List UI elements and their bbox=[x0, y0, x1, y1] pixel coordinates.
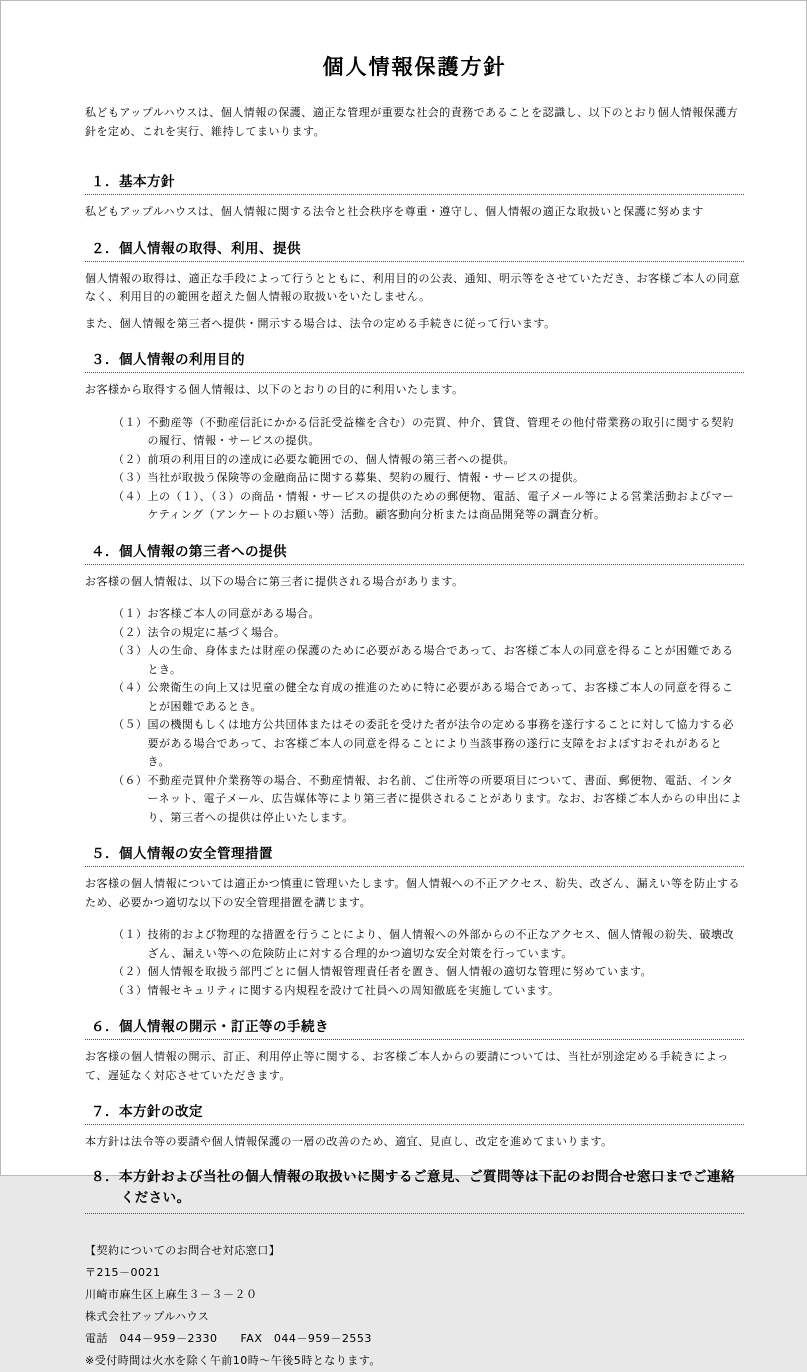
contact-company-name: 株式会社アップルハウス bbox=[85, 1309, 210, 1323]
list-item bbox=[113, 772, 744, 828]
item-number: （３） bbox=[113, 644, 148, 657]
item-number: （１） bbox=[113, 415, 148, 429]
contact-title: 【契約についてのお問合せ対応窓口】 bbox=[85, 1243, 281, 1257]
item-number: （４） bbox=[113, 489, 148, 503]
section-heading: ８．本方針および当社の個人情報の取扱いに関するご意見、ご質問等は下記のお問合せ窓口までご連絡ください。 bbox=[85, 1166, 744, 1214]
item-number: （２） bbox=[113, 965, 148, 978]
item-number: （１） bbox=[113, 607, 148, 620]
section-paragraph: お客様の個人情報の開示、訂正、利用停止等に関する、お客様ご本人からの要請については、当社が別途定める手続きによって、遅延なく対応させていただきます。 bbox=[85, 1050, 729, 1082]
item-text: 当社が取扱う保険等の金融商品に関する募集、契約の履行、情報・サービスの提供。 bbox=[147, 471, 585, 484]
section-paragraph: お客様の個人情報は、以下の場合に第三者に提供される場合があります。 bbox=[85, 574, 464, 588]
document-content bbox=[1, 1, 806, 1372]
item-text: お客様ご本人の同意がある場合。 bbox=[147, 607, 320, 620]
section-basic-policy bbox=[85, 169, 744, 222]
list-item bbox=[113, 642, 744, 679]
section-paragraph: 本方針は法令等の要請や個人情報保護の一層の改善のため、適宜、見直し、改定を進めてまいります。 bbox=[85, 1135, 613, 1148]
section-heading: ６．個人情報の開示・訂正等の手続き bbox=[85, 1014, 744, 1040]
item-text: 前項の利用目的の達成に必要な範囲での、個人情報の第三者への提供。 bbox=[147, 452, 516, 466]
item-text: 技術的および物理的な措置を行うことにより、個人情報への外部からの不正なアクセス、個人情報の紛失、破壊改ざん、漏えい等への危険防止に対する合理的かつ適切な安全対策を行っています。 bbox=[147, 928, 734, 960]
section-paragraph: 個人情報の取得は、適正な手段によって行うとともに、利用目的の公表、通知、明示等をさせていただき、お客様ご本人の同意なく、利用目的の範囲を超えた個人情報の取扱いをいたしません。 bbox=[85, 271, 741, 303]
list-item bbox=[113, 963, 744, 982]
section-policy-revision bbox=[85, 1099, 744, 1152]
section-paragraph: お客様の個人情報については適正かつ慎重に管理いたします。個人情報への不正アクセス、紛失、改ざん、漏えい等を防止するため、必要かつ適切な以下の安全管理措置を講じます。 bbox=[85, 877, 741, 909]
item-number: （１） bbox=[113, 928, 148, 941]
item-number: （６） bbox=[113, 773, 148, 787]
item-text: 不動産売買仲介業務等の場合、不動産情報、お名前、ご住所等の所要項目について、書面、郵便物、電話、インターネット、電子メール、広告媒体等により第三者に提供されることがあります。なお、お客様ご本人からの申出により、第三者への提供は停止いたします。 bbox=[147, 773, 742, 824]
section-disclosure-correction bbox=[85, 1014, 744, 1085]
list-item bbox=[113, 926, 744, 963]
contact-hours-note: ※受付時間は火水を除く午前10時～午後5時となります。 bbox=[85, 1353, 381, 1367]
contact-phone-fax: 電話 044－959－2330 FAX 044－959－2553 bbox=[85, 1331, 372, 1345]
page-title: 個人情報保護方針 bbox=[322, 55, 507, 79]
section-security-measures bbox=[85, 841, 744, 1000]
item-text: 不動産等（不動産信託にかかる信託受益権を含む）の売買、仲介、賃貸、管理その他付帯業務の取引に関する契約の履行、情報・サービスの提供。 bbox=[147, 415, 734, 447]
item-number: （４） bbox=[113, 681, 148, 694]
list-item bbox=[113, 414, 744, 451]
item-text: 国の機関もしくは地方公共団体またはその委託を受けた者が法令の定める事務を遂行することに対して協力する必要がある場合であって、お客様ご本人の同意を得ることにより当該事務の遂行に支障をおよぼすおそれがあるとき。 bbox=[147, 718, 734, 768]
list-item bbox=[113, 679, 744, 716]
contact-postal-code: 〒215－0021 bbox=[85, 1265, 161, 1279]
section-paragraph: また、個人情報を第三者へ提供・開示する場合は、法令の定める手続きに従って行います。 bbox=[85, 316, 556, 330]
intro-paragraph: 私どもアップルハウスは、個人情報の保護、適正な管理が重要な社会的責務であることを認識し、以下のとおり個人情報保護方針を定め、これを実行、維持してまいります。 bbox=[85, 106, 739, 138]
section-paragraph: お客様から取得する個人情報は、以下のとおりの目的に利用いたします。 bbox=[85, 383, 464, 396]
list-item bbox=[113, 624, 744, 643]
list-item bbox=[113, 469, 744, 488]
list-item bbox=[113, 488, 744, 525]
item-text: 情報セキュリティに関する内規程を設けて社員への周知徹底を実施しています。 bbox=[147, 983, 560, 997]
section-heading: ７．本方針の改定 bbox=[85, 1099, 744, 1125]
list-item bbox=[113, 716, 744, 772]
section-heading: ３．個人情報の利用目的 bbox=[85, 347, 744, 373]
list-item bbox=[113, 982, 744, 1001]
section-paragraph: 私どもアップルハウスは、個人情報に関する法令と社会秩序を尊重・遵守し、個人情報の適正な取扱いと保護に努めます bbox=[85, 205, 704, 218]
section-heading: ５．個人情報の安全管理措置 bbox=[85, 841, 744, 867]
item-number: （２） bbox=[113, 452, 148, 466]
section-purpose-of-use bbox=[85, 347, 744, 525]
contact-address: 川崎市麻生区上麻生３－３－２０ bbox=[85, 1287, 258, 1301]
item-number: （２） bbox=[113, 625, 148, 639]
item-number: （３） bbox=[113, 471, 148, 484]
item-number: （３） bbox=[113, 983, 148, 997]
list-item bbox=[113, 451, 744, 470]
contact-block bbox=[85, 1240, 744, 1372]
numbered-list bbox=[85, 414, 744, 525]
item-number: （５） bbox=[113, 718, 148, 731]
item-text: 人の生命、身体または財産の保護のために必要がある場合であって、お客様ご本人の同意を得ることが困難であるとき。 bbox=[147, 644, 734, 676]
section-heading: ２．個人情報の取得、利用、提供 bbox=[85, 236, 744, 262]
item-text: 公衆衛生の向上又は児童の健全な育成の推進のために特に必要がある場合であって、お客様ご本人の同意を得ることが困難であるとき。 bbox=[147, 681, 734, 713]
item-text: 個人情報を取扱う部門ごとに個人情報管理責任者を置き、個人情報の適切な管理に努めています。 bbox=[147, 965, 653, 978]
section-heading: １．基本方針 bbox=[85, 169, 744, 195]
numbered-list bbox=[85, 926, 744, 1000]
list-item bbox=[113, 605, 744, 624]
section-acquisition-use bbox=[85, 236, 744, 334]
section-third-party-provision bbox=[85, 539, 744, 828]
numbered-list bbox=[85, 605, 744, 827]
section-contact-notice bbox=[85, 1166, 744, 1214]
section-heading: ４．個人情報の第三者への提供 bbox=[85, 539, 744, 565]
item-text: 上の（１）、（３）の商品・情報・サービスの提供のための郵便物、電話、電子メール等による営業活動およびマーケティング（アンケートのお願い等）活動。顧客動向分析または商品開発等の調査分析。 bbox=[147, 489, 735, 521]
item-text: 法令の規定に基づく場合。 bbox=[147, 625, 286, 639]
